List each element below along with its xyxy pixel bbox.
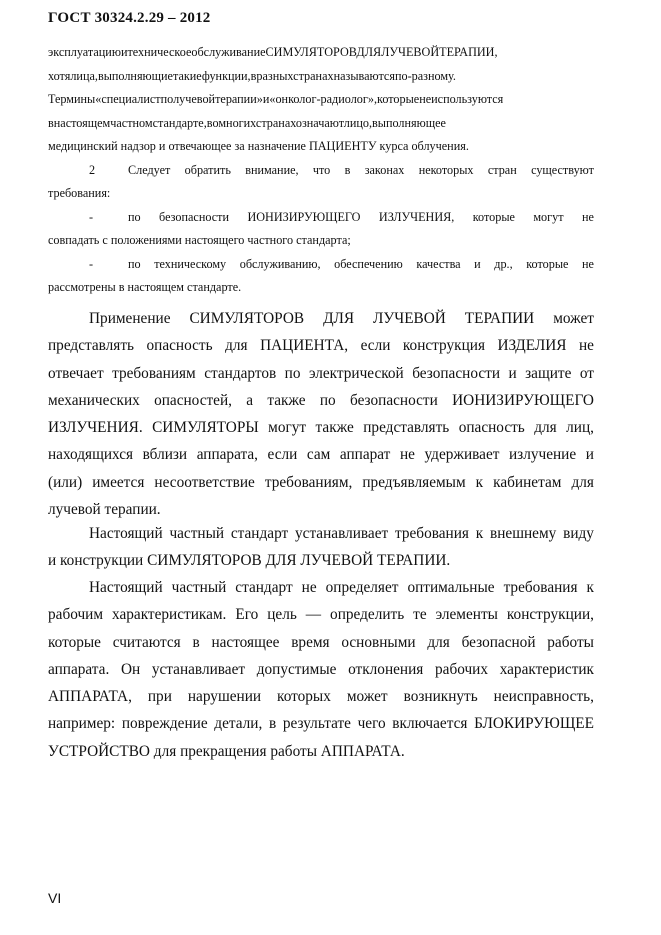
word: стандартов [204,364,277,382]
word: лицо, [343,115,373,130]
word: и [474,256,481,271]
note-2-continuation: требования: [48,186,111,200]
bullet-text [128,206,594,230]
word: считаются [112,633,181,651]
word: результате [282,715,351,733]
word: функции, [201,68,251,83]
word: опасность [458,419,525,437]
word: безопасности [350,391,438,409]
word: ИЗДЕЛИЯ [497,337,567,355]
word: — [305,606,322,624]
word: может [346,688,388,706]
word: выполняющее [372,115,446,130]
word: странах [293,68,334,83]
text-line [48,520,594,547]
word: частный [171,579,227,596]
word: не [578,337,594,355]
word: в [250,68,257,83]
word: требования [395,525,469,542]
word: определяет [325,579,399,596]
note-number: 2 [89,162,96,177]
word: по [128,256,141,271]
word: в [192,633,200,651]
word: кабинетам [493,473,562,491]
text-line [48,656,594,683]
word: детали, [214,715,263,733]
word: обслуживание [191,45,266,59]
word: безопасности [159,209,230,224]
word: неисправность, [493,688,594,706]
word: ТЕРАПИИ [464,310,535,327]
word: законах [364,162,405,177]
word: может [553,310,594,327]
word: ЛУЧЕВОЙ [381,45,440,59]
word: работы [547,633,594,651]
word: предъявляемым [362,473,466,491]
word: которые [48,633,101,651]
word: рабочим [48,606,104,624]
word: ТЕРАПИИ, [439,45,498,59]
bullet-continuation: рассмотрены в настоящем стандарте. [48,280,242,294]
paragraph-simulators-hazard [48,305,594,523]
note-line [48,88,594,112]
word: обратить [184,162,231,177]
word: ИЗЛУЧЕНИЯ. [48,419,143,437]
word: лучевой [173,92,216,106]
word: опасностей, [154,391,232,409]
word: странах [255,115,296,130]
word: также [267,391,306,409]
word: ПАЦИЕНТА, [260,337,349,355]
word: чего [357,715,386,733]
word: допустимые [256,660,337,678]
bullet-line [48,206,594,230]
word: стандарт [230,525,289,542]
word: терапии» [215,92,263,106]
text-line [48,574,594,601]
word: излучение [509,446,577,464]
text-line [48,332,594,359]
text-line [48,601,594,628]
word: к [586,579,594,596]
document-header: ГОСТ 30324.2.29 – 2012 [48,10,211,26]
word: для [534,419,557,437]
word: в [344,162,351,177]
word: настоящее [211,633,280,651]
word: возникнуть [403,688,478,706]
word: для [225,337,248,355]
word: а [246,391,254,409]
word: БЛОКИРУЮЩЕЕ [474,715,594,733]
bullet-continuation: совпадать с положениями настоящего частного стандарта; [48,233,351,247]
word: не [301,579,317,596]
word: некоторых [418,162,474,177]
word: определить [330,606,405,624]
word: существуют [531,162,594,177]
word: могут [533,209,564,224]
text-line [48,629,594,656]
word: «онколог-радиолог», [269,92,378,106]
word: качества [416,256,461,271]
word: в [48,115,54,130]
word: называются [333,68,395,83]
word: Д [356,45,365,59]
word: аппарата, [196,446,258,464]
word: по [160,92,174,106]
note-line [48,112,594,136]
word: рабочих [435,660,489,678]
word: например: [48,715,116,733]
word: при [147,688,172,706]
word: (или) [48,473,83,491]
word: нарушении [187,688,262,706]
word: которые [526,256,569,271]
word: СИМУЛЯТОРОВ [265,45,357,59]
word: характеристикам. [112,606,227,624]
word: отвечает [48,364,104,382]
word: Термины [48,92,96,106]
word: в [268,715,277,733]
word: Его [235,606,259,624]
word: и [585,446,594,464]
note-line [48,41,594,65]
word: опасность [146,337,213,355]
word: устанавливает [295,525,389,542]
word: к [475,525,484,542]
word: хотя [48,68,71,83]
note-2-line [48,159,594,183]
word: ЛЯ [364,45,382,59]
word: требованиям, [264,473,353,491]
word: Следует [128,162,171,177]
word: несоответствие [154,473,255,491]
word: к [475,473,484,491]
word: устанавливает [151,660,246,678]
word: для [571,473,594,491]
text-line: УСТРОЙСТВО для прекращения работы АППАРАТА. [48,742,405,760]
word: требованиям [112,364,196,382]
word: повреждение [121,715,208,733]
word: требования [503,579,578,596]
word: оптимальные [407,579,495,596]
word: сам [306,446,331,464]
word: техническому [154,256,227,271]
word: стран [487,162,517,177]
word: по [128,209,141,224]
text-line [48,360,594,387]
word: эксплуатацию [48,45,121,59]
word: основными [341,633,416,651]
word: стандарт [235,579,293,596]
word: стандарте, [152,115,207,130]
word: обеспечению [334,256,403,271]
word: техническое [127,45,192,59]
word: конструкция [402,337,485,355]
word: Настоящий [89,525,163,542]
word: и [262,92,270,106]
notes-block [48,41,594,300]
page-number: VI [48,890,62,906]
paragraph-scope [48,520,594,575]
word: виду [563,525,594,542]
word: если [360,337,391,355]
word: безопасности [412,364,501,382]
word: означают [295,115,344,130]
bullet-dash: - [89,256,94,271]
word: которых [277,688,331,706]
word: лиц, [566,419,594,437]
word: представлять [48,337,135,355]
word: не [582,256,594,271]
word: АППАРАТА, [48,688,132,706]
word: также [315,419,354,437]
word: механических [48,391,140,409]
word: Настоящий [89,579,163,596]
word: частном [110,115,153,130]
word: внешнему [490,525,557,542]
word: если [267,446,298,464]
text-line [48,305,594,332]
word: по [319,391,336,409]
word: характеристик [499,660,594,678]
word: выполняющие [97,68,173,83]
word: «специалист [95,92,161,106]
word: по-разному. [394,68,456,83]
text-line [48,469,594,496]
word: многих [218,115,256,130]
word: такие [172,68,202,83]
word: и [120,45,128,59]
bullet-dash: - [89,209,94,224]
word: ИОНИЗИРУЮЩЕГО [247,209,361,224]
word: используются [431,92,504,106]
bullet-text [128,253,594,277]
word: частный [169,525,225,542]
word: лица, [70,68,98,83]
text-line [48,441,594,468]
word: которые [472,209,515,224]
word: ИЗЛУЧЕНИЯ, [378,209,455,224]
word: разных [256,68,294,83]
bullet-line [48,253,594,277]
text-line [48,683,594,710]
word: ЛУЧЕВОЙ [373,310,446,327]
text-line [48,710,594,737]
note-line [48,65,594,89]
word: не [419,92,432,106]
word: вблизи [142,446,188,464]
note-line: медицинский надзор и отвечающее за назначение ПАЦИЕНТУ курса облучения. [48,139,469,153]
word: представлять [363,419,450,437]
word: что [312,162,331,177]
text-line: лучевой терапии. [48,501,161,519]
text-line [48,387,594,414]
word: Он [120,660,141,678]
word: конструкции, [506,606,594,624]
word: и [508,364,517,382]
word: аппарата. [48,660,110,678]
text-line [48,414,594,441]
word: для [427,633,450,651]
word: элементы [435,606,498,624]
word: включается [392,715,468,733]
word: СИМУЛЯТОРОВ [189,310,305,327]
word: внимание, [245,162,299,177]
word: отклонения [348,660,424,678]
word: от [579,364,594,382]
word: цель [267,606,297,624]
word: удерживает [424,446,500,464]
word: могут [268,419,307,437]
word: др., [494,256,513,271]
text-line: и конструкции СИМУЛЯТОРОВ ДЛЯ ЛУЧЕВОЙ ТЕРАПИИ. [48,552,451,570]
paragraph-performance [48,574,594,765]
word: ИОНИЗИРУЮЩЕГО [452,391,594,409]
word: безопасной [461,633,536,651]
word: обслуживанию, [239,256,321,271]
note-2-text [128,159,594,183]
word: Применение [89,310,171,327]
word: те [413,606,427,624]
word: по [284,364,301,382]
word: которые [377,92,420,106]
word: во [206,115,219,130]
word: не [399,446,415,464]
word: электрической [308,364,404,382]
word: ДЛЯ [323,310,355,327]
word: находящихся [48,446,134,464]
word: не [582,209,594,224]
word: имеется [92,473,145,491]
word: защите [525,364,572,382]
word: СИМУЛЯТОРЫ [152,419,259,437]
word: настоящем [53,115,111,130]
word: аппарат [339,446,391,464]
word: время [291,633,330,651]
